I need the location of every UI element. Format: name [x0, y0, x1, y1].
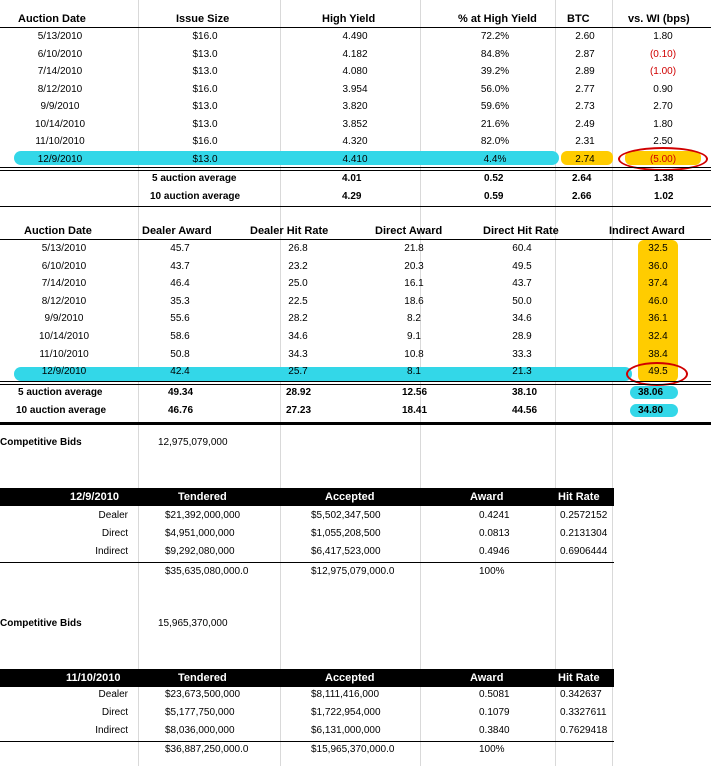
table-cell: 49.5: [512, 260, 532, 272]
table-cell: 72.2%: [480, 31, 510, 42]
table-cell: 60.4: [512, 243, 532, 254]
table-row: [0, 63, 711, 81]
table-row: [0, 507, 711, 525]
table-header: [0, 10, 711, 28]
table-row: [0, 275, 711, 293]
table-cell: $6,131,000,000: [311, 725, 381, 736]
table-row: [0, 151, 711, 169]
table-cell: 32.5: [648, 243, 668, 254]
table-cell: 38.4: [648, 348, 668, 360]
table-cell: 45.7: [170, 243, 190, 254]
table-cell: 2.70: [653, 101, 673, 112]
table-cell: 84.8%: [480, 48, 510, 60]
divider: [0, 206, 711, 207]
table-cell: $13.0: [192, 66, 218, 77]
table-cell: $23,673,500,000: [165, 689, 241, 700]
section-divider: [0, 422, 711, 425]
table-cell: 34.3: [288, 348, 308, 360]
competitive-bids-row: Competitive Bids 12,975,079,000: [0, 437, 228, 448]
table-cell: (5.00): [649, 153, 677, 165]
col-indirect-award: Indirect Award: [609, 225, 685, 237]
table-row: [0, 346, 711, 364]
table-cell: 39.2%: [480, 66, 510, 77]
table-cell: 1.80: [653, 118, 673, 130]
table-cell: 2.50: [653, 136, 673, 147]
table-row: [0, 81, 711, 99]
table-cell: 43.7: [512, 278, 532, 290]
col-direct-award: Direct Award: [375, 225, 443, 237]
total-row: $36,887,250,000.0 $15,965,370,000.0 100%: [165, 744, 505, 755]
table-cell: 3.954: [342, 83, 368, 95]
table-cell: 12/9/2010: [41, 366, 87, 378]
block-header: 12/9/2010 Tendered Accepted Award Hit Rate: [0, 488, 614, 506]
table-cell: $21,392,000,000: [165, 510, 241, 521]
table-cell: 2.60: [575, 31, 595, 42]
table-cell: 36.0: [648, 260, 668, 272]
table-cell: 3.852: [342, 118, 368, 130]
table-cell: $13.0: [192, 153, 218, 165]
col-direct-hit-rate: Direct Hit Rate: [483, 225, 559, 237]
table-row: [0, 543, 711, 561]
table-row: [0, 258, 711, 276]
table-cell: 2.74: [575, 153, 595, 165]
table-cell: 8.2: [407, 313, 421, 325]
table-cell: 26.8: [288, 243, 308, 254]
table-row: [0, 133, 711, 151]
table-cell: 7/14/2010: [37, 66, 83, 77]
table-cell: 2.89: [575, 66, 595, 77]
table-row: [0, 704, 711, 722]
table-cell: 46.0: [648, 295, 668, 307]
table-cell: 28.2: [288, 313, 308, 325]
table-cell: 42.4: [170, 366, 190, 378]
table-cell: 10/14/2010: [38, 331, 90, 342]
table-cell: 0.0813: [479, 528, 510, 539]
col-btc: BTC: [567, 13, 590, 25]
table-cell: 33.3: [512, 348, 532, 360]
table-cell: 43.7: [170, 260, 190, 272]
table-cell: $16.0: [192, 136, 218, 147]
table-cell: 9.1: [407, 331, 421, 342]
table-cell: $8,111,416,000: [311, 689, 380, 700]
table-cell: 82.0%: [480, 136, 510, 147]
table-cell: 0.342637: [560, 689, 602, 700]
table-cell: 5/13/2010: [37, 31, 83, 42]
table-cell: $9,292,080,000: [165, 546, 235, 557]
table-cell: 0.5081: [479, 689, 510, 700]
table-cell: 4.080: [342, 66, 368, 77]
block-header: 11/10/2010 Tendered Accepted Award Hit Rate: [0, 669, 614, 687]
table-cell: 9/9/2010: [40, 101, 80, 112]
table-cell: 2.77: [575, 83, 595, 95]
table-cell: 4.182: [342, 48, 368, 60]
table-cell: 35.3: [170, 295, 190, 307]
table-cell: 28.9: [512, 331, 532, 342]
table-cell: $1,055,208,500: [311, 528, 381, 539]
table-cell: 56.0%: [480, 83, 510, 95]
table-cell: 0.7629418: [560, 725, 608, 736]
table-cell: 3.820: [342, 101, 368, 112]
avg10-row: 10 auction average 46.76 27.23 18.41 44.56 34.80: [16, 405, 664, 416]
table-cell: 16.1: [404, 278, 424, 290]
table-cell: (1.00): [649, 66, 677, 77]
table-cell: 6/10/2010: [37, 48, 83, 60]
table-cell: 7/14/2010: [41, 278, 87, 290]
table-cell: 6/10/2010: [41, 260, 87, 272]
col-dealer-award: Dealer Award: [142, 225, 212, 237]
table-cell: 11/10/2010: [35, 136, 85, 147]
table-cell: 21.8: [404, 243, 424, 254]
table-cell: 9/9/2010: [44, 313, 84, 325]
table-cell: 34.6: [288, 331, 308, 342]
col-auction-date: Auction Date: [18, 13, 86, 25]
table-cell: 59.6%: [480, 101, 510, 112]
table-cell: 55.6: [170, 313, 190, 325]
table-cell: 10/14/2010: [34, 118, 86, 130]
table-cell: 22.5: [288, 295, 308, 307]
table-row: [0, 28, 711, 46]
table-cell: $1,722,954,000: [311, 707, 381, 718]
table-cell: 4.4%: [483, 153, 507, 165]
competitive-bids-row: Competitive Bids 15,965,370,000: [0, 618, 228, 629]
col-vs-wi: vs. WI (bps): [628, 13, 690, 25]
table-cell: 0.3840: [479, 725, 510, 736]
table-cell: 23.2: [288, 260, 308, 272]
table-cell: 1.80: [653, 31, 673, 42]
table-cell: 32.4: [648, 331, 668, 342]
avg10-row: 10 auction average 4.29 0.59 2.66 1.02: [150, 191, 674, 202]
table-cell: 20.3: [404, 260, 424, 272]
table-cell: 0.1079: [479, 707, 510, 718]
table-cell: 0.3327611: [560, 707, 607, 718]
table-cell: $8,036,000,000: [165, 725, 235, 736]
table-row: [0, 240, 711, 258]
table-cell: $13.0: [192, 101, 218, 112]
avg5-row: 5 auction average 4.01 0.52 2.64 1.38: [152, 173, 674, 184]
table-cell: 4.490: [342, 31, 368, 42]
table-cell: 0.4946: [479, 546, 510, 557]
table-row: [0, 525, 711, 543]
col-issue-size: Issue Size: [176, 13, 230, 25]
table-cell: 5/13/2010: [41, 243, 87, 254]
divider: [0, 167, 711, 168]
table-cell: $13.0: [192, 48, 218, 60]
table-row: [0, 293, 711, 311]
table-cell: 4.320: [342, 136, 368, 147]
table-cell: Dealer: [98, 510, 128, 521]
table-cell: Direct: [101, 707, 128, 718]
table-cell: 50.8: [170, 348, 190, 360]
table-cell: 37.4: [648, 278, 668, 290]
table-cell: $5,177,750,000: [165, 707, 235, 718]
table-row: [0, 328, 711, 346]
total-row: $35,635,080,000.0 $12,975,079,000.0 100%: [165, 566, 505, 577]
table-cell: 0.6906444: [560, 546, 608, 557]
table-cell: $13.0: [192, 118, 218, 130]
table-row: [0, 98, 711, 116]
table-cell: $5,502,347,500: [311, 510, 381, 521]
table-cell: 46.4: [170, 278, 190, 290]
col-auction-date: Auction Date: [24, 225, 92, 237]
table-cell: $16.0: [192, 83, 218, 95]
table-row: [0, 310, 711, 328]
table-cell: 0.2131304: [560, 528, 608, 539]
table-cell: 2.73: [575, 101, 595, 112]
table-cell: 2.31: [575, 136, 595, 147]
avg5-row: 5 auction average 49.34 28.92 12.56 38.10 38.06: [18, 387, 664, 398]
table-cell: (0.10): [649, 48, 677, 60]
table-cell: 8.1: [407, 366, 421, 378]
table-cell: 50.0: [512, 295, 532, 307]
table-cell: 21.3: [512, 366, 532, 378]
table-header: [0, 222, 711, 240]
table-cell: 8/12/2010: [41, 295, 87, 307]
table-cell: Direct: [101, 528, 128, 539]
table-row: [0, 363, 711, 381]
table-cell: 25.0: [288, 278, 308, 290]
col-high-yield: High Yield: [322, 13, 376, 25]
table-cell: 58.6: [170, 331, 190, 342]
col-dealer-hit-rate: Dealer Hit Rate: [250, 225, 329, 237]
table-cell: 18.6: [404, 295, 424, 307]
divider: [0, 381, 711, 382]
table-cell: 21.6%: [480, 118, 510, 130]
table-cell: Indirect: [95, 725, 128, 736]
table-cell: 2.87: [575, 48, 595, 60]
table-cell: 4.410: [342, 153, 368, 165]
table-cell: Dealer: [98, 689, 128, 700]
table-cell: 12/9/2010: [37, 153, 83, 165]
table-cell: $6,417,523,000: [311, 546, 381, 557]
table-cell: 8/12/2010: [37, 83, 83, 95]
col-pct-high-yield: % at High Yield: [458, 13, 537, 25]
table-cell: $4,951,000,000: [165, 528, 235, 539]
table-cell: 10.8: [404, 348, 424, 360]
table-cell: 25.7: [288, 366, 308, 378]
table-row: [0, 722, 711, 740]
table-cell: $16.0: [192, 31, 218, 42]
table-cell: 36.1: [648, 313, 668, 325]
table-cell: 0.4241: [479, 510, 510, 521]
table-cell: 0.2572152: [560, 510, 608, 521]
table-cell: 34.6: [512, 313, 532, 325]
table-cell: 49.5: [648, 366, 668, 378]
table-cell: 0.90: [653, 83, 673, 95]
table-row: [0, 116, 711, 134]
table-cell: 11/10/2010: [39, 348, 89, 360]
table-row: [0, 686, 711, 704]
table-row: [0, 46, 711, 64]
table-cell: Indirect: [95, 546, 128, 557]
table-cell: 2.49: [575, 118, 595, 130]
